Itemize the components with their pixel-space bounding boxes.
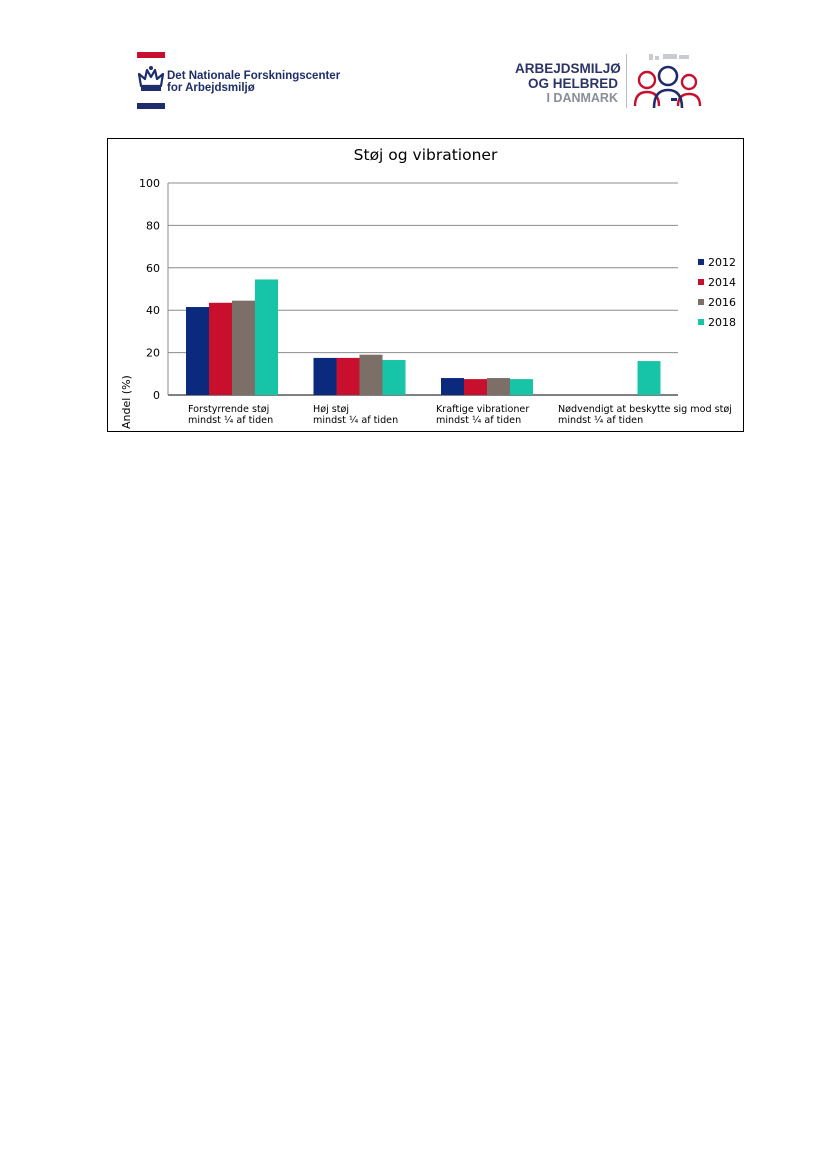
x-tick-label-line2: mindst ¼ af tiden <box>313 415 399 426</box>
x-tick-label-line1: Forstyrrende støj <box>188 404 270 415</box>
nfa-logo <box>137 52 341 112</box>
flag-stripe-red-top <box>137 52 165 58</box>
chart-title: Støj og vibrationer <box>353 146 498 164</box>
bar-2014-cat1 <box>209 303 232 395</box>
bar-2012-cat3 <box>441 378 464 395</box>
bar-2018-cat3 <box>510 379 533 395</box>
x-tick-label-line2: mindst ¼ af tiden <box>188 415 274 426</box>
chart-frame <box>107 138 744 432</box>
legend-label: 2016 <box>708 295 736 309</box>
legend-item <box>698 272 736 292</box>
amh-line1: ARBEJDSMILJØ <box>515 61 621 76</box>
legend-swatch <box>698 319 704 325</box>
bar-2012-cat2 <box>314 358 337 395</box>
x-tick-label-line2: mindst ¼ af tiden <box>436 415 522 426</box>
legend-item <box>698 312 736 332</box>
bar-2016-cat2 <box>360 355 383 395</box>
y-tick-label: 80 <box>146 219 160 233</box>
bar-2016-cat1 <box>232 301 255 395</box>
chart-legend <box>698 252 736 332</box>
nfa-logo-line1: Det Nationale Forskningscenter <box>167 70 341 82</box>
y-tick-label: 60 <box>146 261 160 275</box>
x-tick-label <box>436 404 529 426</box>
y-axis-label: Andel (%) <box>120 375 133 429</box>
nfa-logo-line2: for Arbejdsmiljø <box>167 82 255 94</box>
bar-2012-cat1 <box>186 307 209 395</box>
legend-label: 2014 <box>708 275 736 289</box>
x-tick-label <box>188 404 273 426</box>
legend-label: 2012 <box>708 255 736 269</box>
y-tick-label: 0 <box>153 389 160 402</box>
flag-stripe-blue-bottom <box>137 103 165 109</box>
crown-icon <box>137 64 165 96</box>
amh-line2: OG HELBRED <box>527 76 618 91</box>
chart-plot <box>108 139 743 431</box>
y-tick-label: 20 <box>146 346 160 360</box>
y-tick-label: 40 <box>146 304 160 318</box>
bar-2016-cat3 <box>487 378 510 395</box>
bar-2018-cat4 <box>638 361 661 395</box>
bar-2018-cat1 <box>255 279 278 395</box>
amh-line3: I DANMARK <box>546 91 618 105</box>
legend-swatch <box>698 259 704 265</box>
bar-2014-cat3 <box>464 379 487 395</box>
y-tick-label: 100 <box>139 177 160 190</box>
bar-2018-cat2 <box>383 360 406 395</box>
logo-divider <box>626 54 627 108</box>
x-tick-label-line2: mindst ¼ af tiden <box>558 415 644 426</box>
people-icon <box>633 52 705 110</box>
amh-wordmark <box>515 61 621 106</box>
bar-2014-cat2 <box>337 358 360 395</box>
nfa-logo-text <box>167 70 340 94</box>
x-tick-label-line1: Kraftige vibrationer <box>436 404 530 415</box>
x-tick-label-line1: Høj støj <box>313 404 350 415</box>
amh-logo <box>515 52 715 112</box>
legend-swatch <box>698 279 704 285</box>
x-tick-label-line1: Nødvendigt at beskytte sig mod støj <box>558 404 732 415</box>
legend-item <box>698 252 736 272</box>
legend-label: 2018 <box>708 315 736 329</box>
x-tick-label <box>558 404 732 426</box>
legend-item <box>698 292 736 312</box>
x-tick-label <box>313 404 398 426</box>
legend-swatch <box>698 299 704 305</box>
